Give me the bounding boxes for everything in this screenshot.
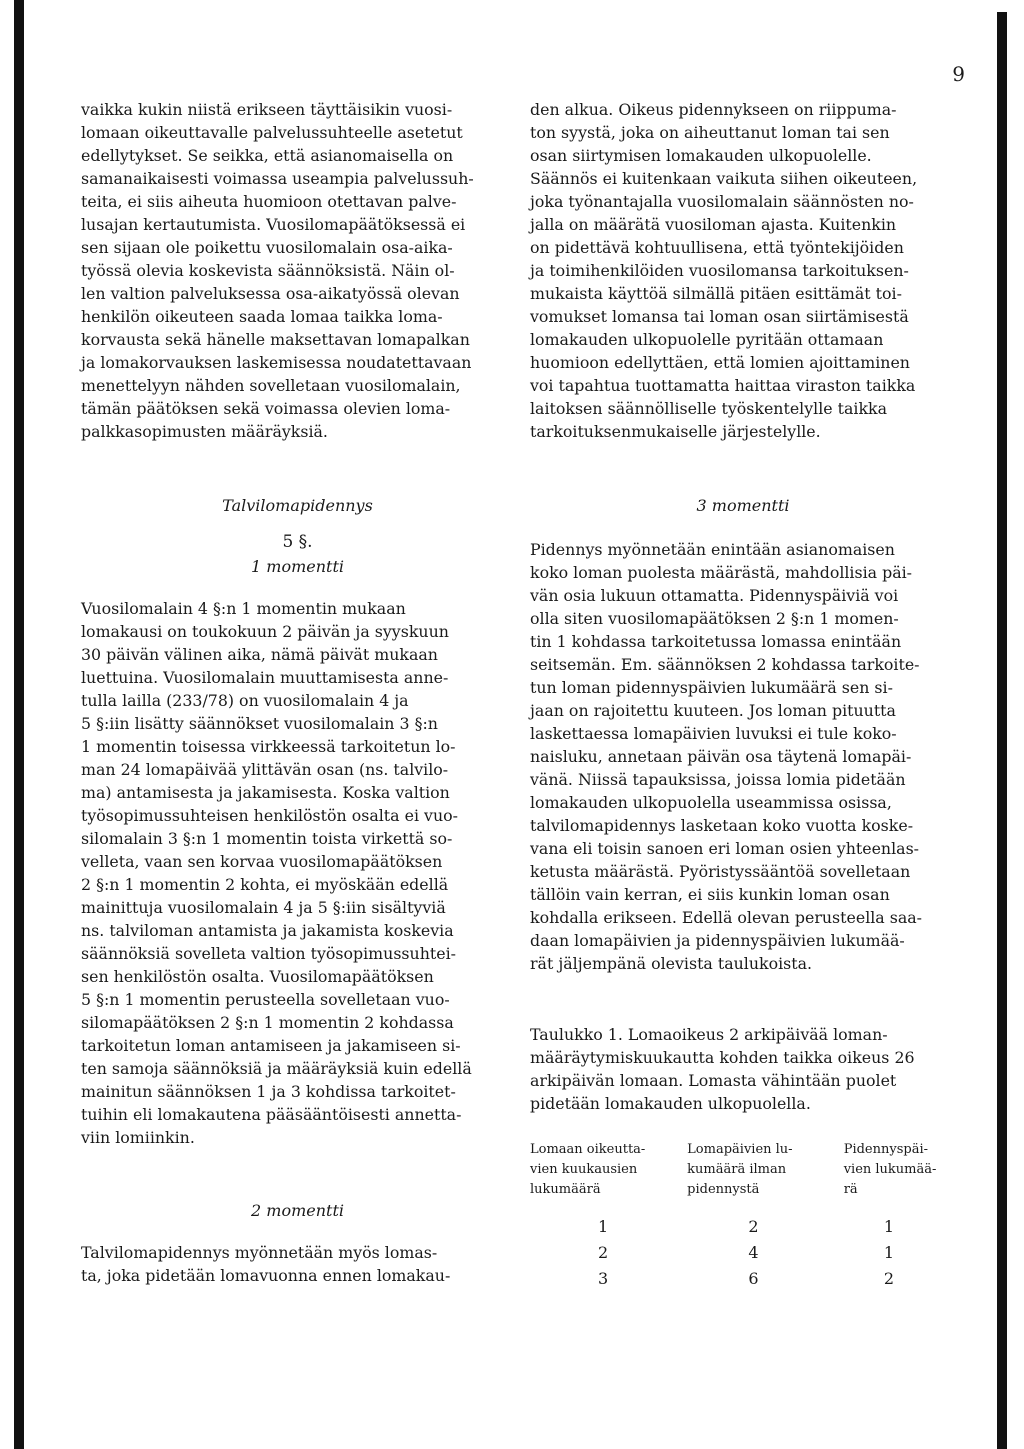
right-edge-bar [997, 12, 1007, 1449]
table-header-days: Lomapäivien lu- kumäärä ilman pidennystä [687, 1142, 793, 1197]
table-cell: 2 [598, 1243, 609, 1262]
moment-2-text: Talvilomapidennys myönnetään myös lomas- ta, joka pidetään lomavuonna ennen lomakau- [81, 1243, 451, 1285]
moment-3-text: Pidennys myönnetään enintään asianomaisen koko loman puolesta määrästä, mahdollisia päi- vän osia lukuun ottamatta. Pidennyspäiviä voi olla siten vuosilomapäätöksen 2 §:n 1 momen- tin 1 kohdassa tarkoitetussa lomassa enintään seitsemän. Em. säännöksen 2 kohdassa tarkoite- tun loman pidennyspäivien lukumäärä sen si- jaan on rajoitettu kuuteen. Jos loman pituutta laskettaessa lomapäivien luvuksi ei tule koko- naisluku, annetaan päivän osa täytenä lomapäi- vänä. Niissä tapauksissa, joissa lomia pidetään lomakauden ulkopuolella useammissa osissa, talvilomapidennys lasketaan koko vuotta koske- vana eli toisin sanoen eri loman osien yhteenlas- ketusta määrästä. Pyöristyssääntöä sovelletaan tällöin vain kerran, ei siis kunkin loman osan kohdalla erikseen. Edellä olevan perusteella saa- daan lomapäivien ja pidennyspäivien lukumää- rät jäljempänä olevista taulukoista. [530, 540, 923, 973]
moment-2-title: 2 momentti [251, 1201, 344, 1220]
table-row [530, 1214, 956, 1240]
moment-1-text: Vuosilomalain 4 §:n 1 momentin mukaan lomakausi on toukokuun 2 päivän ja syyskuun 30 päivän välinen aika, nämä päivät mukaan luettuina. Vuosilomalain muuttamisesta anne- tulla lailla (233/78) on vuosilomalain 4 ja 5 §:iin lisätty säännökset vuosilomalain 3 §:n 1 momentin toisessa virkkeessä tarkoitetun lo- man 24 lomapäivää ylittävän osan (ns. talvilo- ma) antamisesta ja jakamisesta. Koska valtion työsopimussuhteisen henkilöstön osalta ei vuo- silomalain 3 §:n 1 momentin toista virkettä so- velleta, vaan sen korvaa vuosilomapäätöksen 2 §:n 1 momentin 2 kohta, ei myöskään edellä mainittuja vuosilomalain 4 ja 5 §:iin sisältyviä ns. talviloman antamista ja jakamista koskevia säännöksiä sovelleta valtion työsopimussuhtei- sen henkilöstön osalta. Vuosilomapäätöksen 5 §:n 1 momentin perusteella sovelletaan vuo- silomapäätöksen 2 §:n 1 momentin 2 kohdassa tarkoitetun loman antamiseen ja jakamiseen si- ten samoja säännöksiä ja määräyksiä kuin edellä mainitun säännöksen 1 ja 3 kohdissa tarkoitet- tuihin eli lomakautena pääsääntöisesti annetta- viin lomiinkin. [81, 599, 472, 1147]
table-header-months: Lomaan oikeutta- vien kuukausien lukumäärä [530, 1142, 646, 1197]
moment-1-title: 1 momentti [251, 557, 344, 576]
moment-3-title: 3 momentti [696, 496, 790, 515]
table-cell: 2 [883, 1269, 894, 1288]
left-edge-bar [14, 0, 24, 1449]
table-row [530, 1240, 956, 1266]
table-cell: 1 [883, 1217, 894, 1236]
table-caption: Taulukko 1. Lomaoikeus 2 arkipäivää loman- määräytymiskuukautta kohden taikka oikeus 26 arkipäivän lomaan. Lomasta vähintään puolet pidetään lomakauden ulkopuolella. [530, 1025, 915, 1113]
section-number: 5 §. [282, 532, 313, 552]
table-cell: 2 [748, 1217, 759, 1236]
section-title: Talvilomapidennys [222, 496, 373, 515]
vacation-table [530, 1140, 956, 1292]
table-cell: 1 [883, 1243, 894, 1262]
table-cell: 4 [748, 1243, 759, 1262]
table-header-row [530, 1140, 956, 1214]
table-row [530, 1266, 956, 1292]
left-intro-paragraph: vaikka kukin niistä erikseen täyttäisikin vuosi- lomaan oikeuttavalle palvelussuhteelle asetetut edellytykset. Se seikka, että asianomaisella on samanaikaisesti voimassa useampia palvelussuh- teita, ei siis aiheuta huomioon otettavan palve- lusajan kertautumista. Vuosilomapäätöksessä ei sen sijaan ole poikettu vuosilomalain osa-aika- työssä olevia koskevista säännöksistä. Näin ol- len valtion palveluksessa osa-aikatyössä olevan henkilön oikeuteen saada lomaa taikka loma- korvausta sekä hänelle maksettavan lomapalkan ja lomakorvauksen laskemisessa noudatettavaan menettelyyn nähden sovelletaan vuosilomalain, tämän päätöksen sekä voimassa olevien loma- palkkasopimusten määräyksiä. [81, 100, 474, 441]
right-intro-paragraph: den alkua. Oikeus pidennykseen on riippuma- ton syystä, joka on aiheuttanut loman tai sen osan siirtymisen lomakauden ulkopuolelle. Säännös ei kuitenkaan vaikuta siihen oikeuteen, joka työnantajalla vuosilomalain säännösten no- jalla on määrätä vuosiloman ajasta. Kuitenkin on pidettävä kohtuullisena, että työntekijöiden ja toimihenkilöiden vuosilomansa tarkoituksen- mukaista käyttöä silmällä pitäen esittämät toi- vomukset lomansa tai loman osan siirtämisestä lomakauden ulkopuolelle pyritään ottamaan huomioon edellyttäen, että lomien ajoittaminen voi tapahtua tuottamatta haittaa viraston taikka laitoksen säännölliselle työskentelylle taikka tarkoituksenmukaiselle järjestelylle. [530, 100, 918, 441]
page-number: 9 [952, 62, 965, 86]
table-header-extension: Pidennyspäi- vien lukumää- rä [843, 1142, 937, 1197]
table-cell: 3 [598, 1269, 609, 1288]
table-cell: 1 [598, 1217, 609, 1236]
table-cell: 6 [748, 1269, 759, 1288]
